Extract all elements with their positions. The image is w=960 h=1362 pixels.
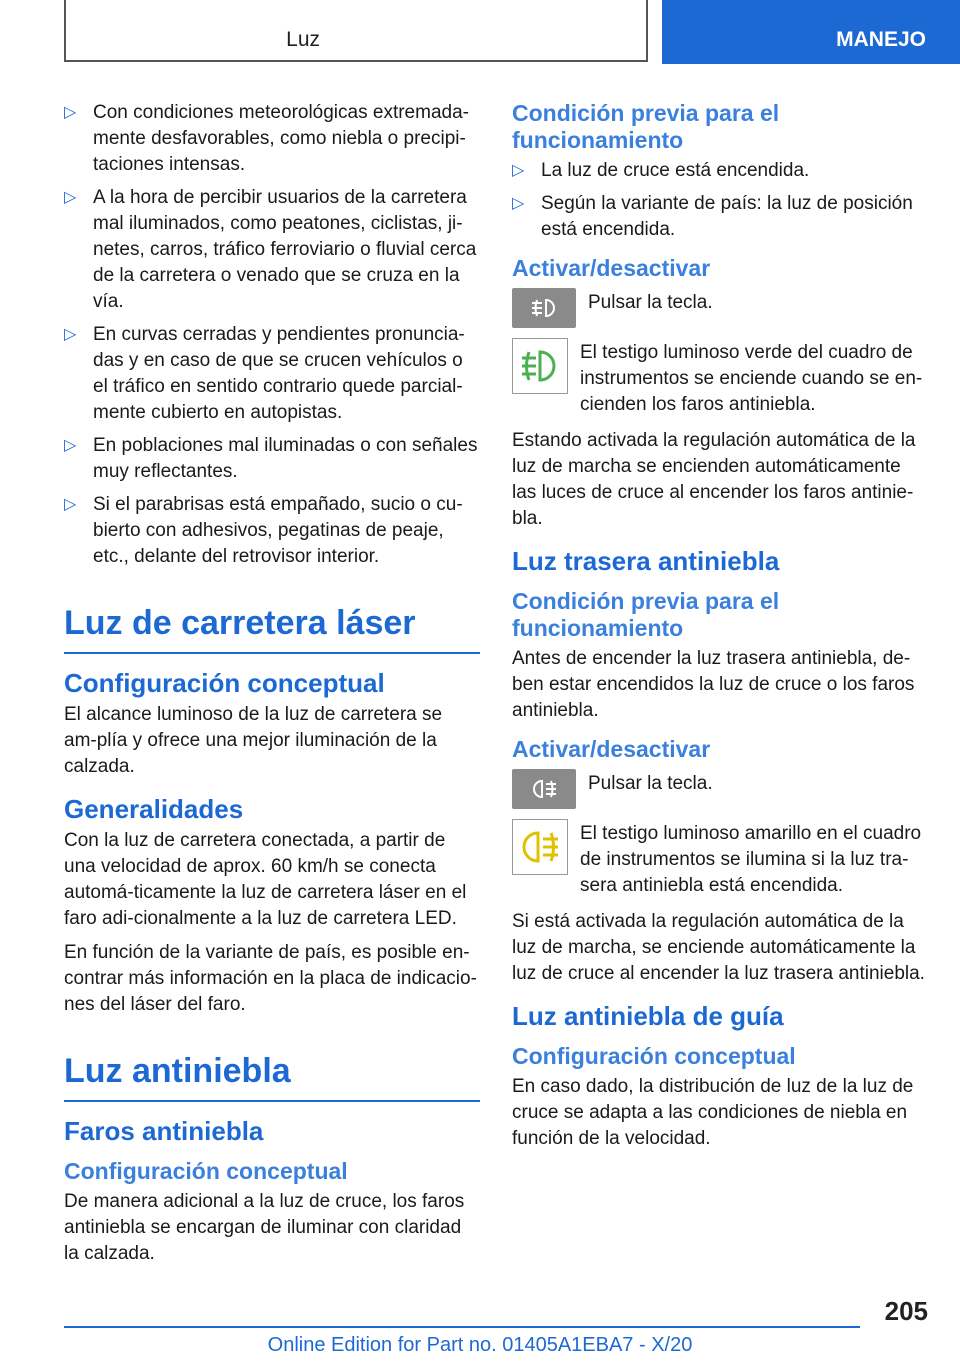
guide-title: Luz antiniebla de guía bbox=[512, 1001, 784, 1031]
general-text-1: Con la luz de carretera conectada, a partir de una velocidad de aprox. 60 km/h se conecta automá-ticamente la luz de carretera láser en el faro adi-cionalmente a la luz de carretera LED. bbox=[64, 830, 467, 929]
rear-toggle-heading: Activar/desactivar bbox=[512, 736, 711, 762]
fog-title: Luz antiniebla bbox=[64, 1050, 480, 1102]
green-indicator-text: El testigo luminoso verde del cuadro de instrumentos se enciende cuando se en-cienden los faros antiniebla. bbox=[580, 342, 923, 415]
list-item: ▷ A la hora de percibir usuarios de la carretera mal iluminados, como peatones, ciclistas, ji-netes, carros, tráfico ferroviario o fluvial cerca de la carretera o venado que se cruza en la vía. bbox=[64, 187, 477, 312]
rear-fog-amber-indicator-icon bbox=[512, 819, 568, 875]
guide-concept-text: En caso dado, la distribución de luz de la luz de cruce se adapta a las condiciones de niebla en función de la velocidad. bbox=[512, 1076, 914, 1149]
general-text-2: En función de la variante de país, es posible en-contrar más información en la placa de indicacio-nes del láser del faro. bbox=[64, 942, 477, 1015]
laser-title: Luz de carretera láser bbox=[64, 602, 480, 654]
list-item: ▷ En poblaciones mal iluminadas o con señales muy reflectantes. bbox=[64, 435, 478, 482]
bullet-triangle-icon: ▷ bbox=[64, 437, 77, 454]
list-item: ▷ Según la variante de país: la luz de posición está encendida. bbox=[512, 193, 913, 240]
concept-heading: Configuración conceptual bbox=[64, 668, 385, 698]
chapter-tab[interactable] bbox=[662, 0, 960, 64]
front-fog-indicator-row bbox=[512, 338, 928, 418]
concept-text: El alcance luminoso de la luz de carretera se am-plía y ofrece una mejor iluminación de la calzada. bbox=[64, 704, 443, 777]
rear-fog-button-icon[interactable] bbox=[512, 769, 576, 809]
rear-precond-heading: Condición previa para el funcionamiento bbox=[512, 588, 780, 641]
footer-divider bbox=[64, 1326, 860, 1328]
bullet-triangle-icon: ▷ bbox=[64, 189, 77, 206]
rear-precond-text: Antes de encender la luz trasera antiniebla, de-ben estar encendidos la luz de cruce o los faros antiniebla. bbox=[512, 648, 915, 721]
front-fog-button-row bbox=[512, 288, 928, 328]
amber-indicator-text: El testigo luminoso amarillo en el cuadro de instrumentos se ilumina si la luz tra-sera antiniebla está encendida. bbox=[580, 823, 922, 896]
fog-front-heading: Faros antiniebla bbox=[64, 1116, 264, 1146]
front-fog-button-icon[interactable] bbox=[512, 288, 576, 328]
rear-title: Luz trasera antiniebla bbox=[512, 546, 780, 576]
bullet-triangle-icon: ▷ bbox=[64, 496, 77, 513]
list-item: ▷ En curvas cerradas y pendientes pronuncia-das y en caso de que se crucen vehículos o el tráfico en sentido contrario quede parcial-mente cubierto en autopistas. bbox=[64, 324, 465, 423]
left-column bbox=[64, 100, 480, 1275]
conditions-list bbox=[64, 100, 480, 570]
bullet-triangle-icon: ▷ bbox=[512, 162, 525, 179]
fog-concept-text: De manera adicional a la luz de cruce, los faros antiniebla se encargan de iluminar con claridad la calzada. bbox=[64, 1191, 465, 1264]
rear-fog-button-row bbox=[512, 769, 928, 809]
press-text: Pulsar la tecla. bbox=[588, 292, 713, 313]
auto-text: Estando activada la regulación automática de la luz de marcha se encienden automáticamente las luces de cruce al encender los faros antinie-bla. bbox=[512, 430, 916, 529]
precond-list bbox=[512, 158, 928, 243]
page-number: 205 bbox=[884, 1296, 928, 1326]
rear-auto-text: Si está activada la regulación automática de la luz de marcha, se enciende automáticamente la luz de cruce al encender la luz trasera antiniebla. bbox=[512, 911, 925, 984]
list-item: ▷ La luz de cruce está encendida. bbox=[512, 158, 928, 184]
right-column bbox=[512, 100, 928, 1160]
list-item: ▷ Si el parabrisas está empañado, sucio o cu-bierto con adhesivos, pegatinas de peaje, etc., delante del retrovisor interior. bbox=[64, 494, 463, 567]
precond-heading: Condición previa para el funcionamiento bbox=[512, 100, 780, 153]
front-fog-green-indicator-icon bbox=[512, 338, 568, 394]
bullet-triangle-icon: ▷ bbox=[64, 326, 77, 343]
section-title: Luz bbox=[286, 28, 320, 51]
toggle-heading: Activar/desactivar bbox=[512, 255, 711, 281]
chapter-label: MANEJO bbox=[836, 28, 926, 51]
bullet-triangle-icon: ▷ bbox=[64, 104, 77, 121]
footer-edition: Online Edition for Part no. 01405A1EBA7 - X/20 bbox=[267, 1334, 693, 1356]
fog-concept-heading: Configuración conceptual bbox=[64, 1158, 348, 1184]
guide-concept-heading: Configuración conceptual bbox=[512, 1043, 796, 1069]
list-item: ▷ Con condiciones meteorológicas extremada-mente desfavorables, como niebla o precipi-taciones intensas. bbox=[64, 102, 469, 175]
header-box bbox=[64, 0, 648, 62]
bullet-triangle-icon: ▷ bbox=[512, 195, 525, 212]
general-heading: Generalidades bbox=[64, 794, 244, 824]
rear-press-text: Pulsar la tecla. bbox=[588, 773, 713, 794]
rear-fog-indicator-row bbox=[512, 819, 928, 899]
